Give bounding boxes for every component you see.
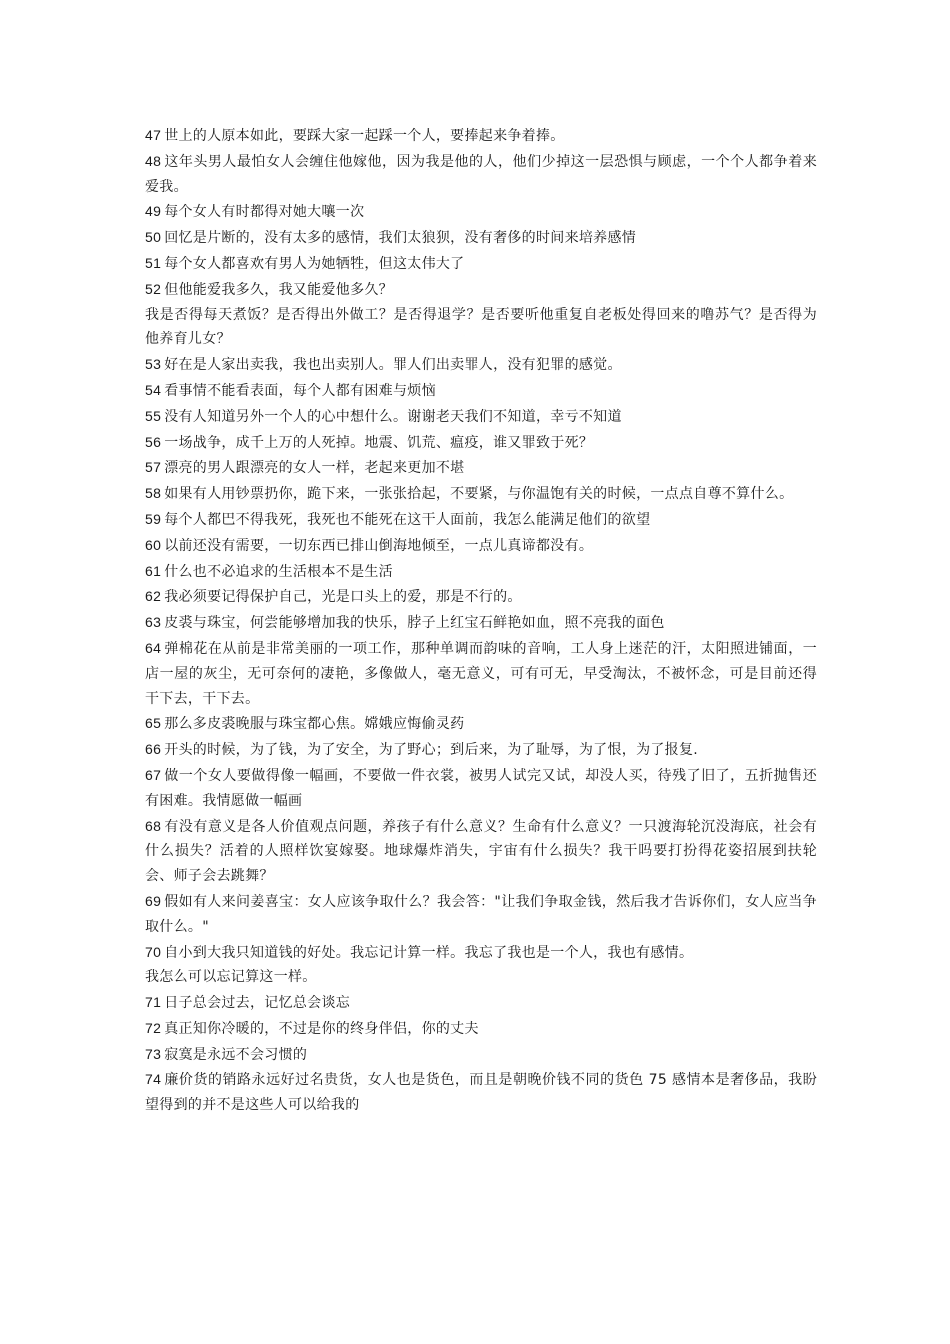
paragraph-67	[145, 763, 817, 814]
paragraph-text: 我必须要记得保护自己，光是口头上的爱，那是不行的。	[164, 589, 522, 606]
paragraph-50	[145, 225, 817, 251]
paragraph-61	[145, 559, 817, 585]
paragraph-text: 回忆是片断的，没有太多的感情，我们太狼狈，没有奢侈的时间来培养感情	[164, 230, 637, 247]
item-number: 56	[145, 433, 162, 450]
paragraph-text: 什么也不必追求的生活根本不是生活	[164, 563, 393, 580]
paragraph-48	[145, 149, 817, 200]
item-number: 49	[145, 203, 162, 220]
item-number: 60	[145, 536, 162, 553]
paragraph-54	[145, 378, 817, 404]
paragraph-56	[145, 430, 817, 456]
item-number: 71	[145, 994, 162, 1011]
item-number: 52	[145, 280, 162, 297]
paragraph-69	[145, 889, 817, 940]
item-number: 74	[145, 1071, 162, 1088]
item-number: 67	[145, 766, 162, 783]
paragraph-text: 漂亮的男人跟漂亮的女人一样，老起来更加不堪	[164, 460, 465, 477]
item-number: 68	[145, 817, 162, 834]
item-number: 59	[145, 510, 162, 527]
paragraph-51	[145, 251, 817, 277]
paragraph-70-continued	[145, 965, 817, 990]
item-number: 50	[145, 229, 162, 246]
paragraph-text: 以前还没有需要，一切东西已排山倒海地倾至，一点儿真谛都没有。	[164, 537, 594, 554]
item-number: 57	[145, 459, 162, 476]
paragraph-47	[145, 123, 817, 149]
item-number: 66	[145, 741, 162, 758]
paragraph-text: 没有人知道另外一个人的心中想什么。谢谢老天我们不知道，幸亏不知道	[164, 408, 622, 425]
paragraph-text: 皮裘与珠宝，何尝能够增加我的快乐，脖子上红宝石鲜艳如血，照不亮我的面色	[164, 615, 665, 632]
paragraph-text: 自小到大我只知道钱的好处。我忘记计算一样。我忘了我也是一个人，我也有感情。	[164, 944, 694, 961]
item-number: 63	[145, 614, 162, 631]
paragraph-text: 这年头男人最怕女人会缠住他嫁他，因为我是他的人，他们少掉这一层恐惧与顾虑，一个个人都争着来爱我。	[145, 153, 817, 195]
item-number: 58	[145, 485, 162, 502]
paragraph-text: 日子总会过去，记忆总会谈忘	[164, 995, 351, 1012]
paragraph-text: 那么多皮裘晚服与珠宝都心焦。嫦娥应悔偷灵药	[164, 716, 465, 733]
paragraph-73	[145, 1042, 817, 1068]
paragraph-68	[145, 814, 817, 889]
paragraph-74	[145, 1067, 817, 1118]
paragraph-text: 寂寞是永远不会习惯的	[164, 1046, 308, 1063]
paragraph-text: 但他能爱我多久，我又能爱他多久？	[164, 281, 393, 298]
item-number: 53	[145, 356, 162, 373]
paragraph-64	[145, 636, 817, 711]
paragraph-71	[145, 990, 817, 1016]
paragraph-text: 假如有人来问姜喜宝：女人应该争取什么？我会答："让我们争取金钱，然后我才告诉你们，女人应当争取什么。"	[145, 893, 817, 935]
paragraph-text: 每个人都巴不得我死，我死也不能死在这干人面前，我怎么能满足他们的欲望	[164, 511, 651, 528]
paragraph-text: 有没有意义是各人价值观点问题，养孩子有什么意义？生命有什么意义？一只渡海轮沉没海底，社会有什么损失？活着的人照样饮宴嫁娶。地球爆炸消失，宇宙有什么损失？我干吗要打扮得花姿招展到扶轮会、师子会去跳舞？	[145, 818, 817, 885]
paragraph-60	[145, 533, 817, 559]
paragraph-text: 世上的人原本如此，要踩大家一起踩一个人，要捧起来争着捧。	[164, 128, 565, 144]
paragraph-55	[145, 404, 817, 430]
paragraph-text: 弹棉花在从前是非常美丽的一项工作，那种单调而韵味的音响，工人身上迷茫的汗，太阳照进铺面，一店一屋的灰尘，无可奈何的凄艳，多像做人，毫无意义，可有可无，早受淘汰，不被怀念，可是目前还得干下去，干下去。	[145, 640, 817, 707]
paragraph-text: 每个女人有时都得对她大嚷一次	[164, 204, 365, 221]
paragraph-59	[145, 507, 817, 533]
paragraph-70	[145, 940, 817, 966]
item-number: 65	[145, 715, 162, 732]
item-number: 51	[145, 254, 162, 271]
paragraph-text: 看事情不能看表面，每个人都有困难与烦恼	[164, 382, 436, 399]
item-number: 69	[145, 892, 162, 909]
paragraph-text: 做一个女人要做得像一幅画，不要做一件衣裳，被男人试完又试，却没人买，待残了旧了，五折抛售还有困难。我情愿做一幅画	[145, 767, 817, 809]
paragraph-text: 开头的时候，为了钱，为了安全，为了野心；到后来，为了耻辱，为了恨，为了报复.	[164, 742, 699, 759]
item-number: 55	[145, 407, 162, 424]
paragraph-62	[145, 584, 817, 610]
paragraph-72	[145, 1016, 817, 1042]
item-number: 48	[145, 152, 162, 169]
paragraph-text: 一场战争，成千上万的人死掉。地震、饥荒、瘟疫，谁又罪致于死？	[164, 434, 594, 451]
paragraph-text: 好在是人家出卖我，我也出卖别人。罪人们出卖罪人，没有犯罪的感觉。	[164, 357, 622, 374]
paragraph-57	[145, 455, 817, 481]
item-number: 61	[145, 562, 162, 579]
paragraph-49	[145, 199, 817, 225]
paragraph-text: 真正知你冷暖的，不过是你的终身伴侣，你的丈夫	[164, 1020, 479, 1037]
paragraph-52-continued	[145, 303, 817, 353]
item-number: 70	[145, 943, 162, 960]
paragraph-53	[145, 352, 817, 378]
paragraph-text: 我怎么可以忘记算这一样。	[145, 969, 317, 986]
item-number: 47	[145, 127, 162, 143]
item-number: 62	[145, 588, 162, 605]
item-number: 72	[145, 1019, 162, 1036]
document-page	[145, 123, 817, 1118]
paragraph-text: 如果有人用钞票扔你，跪下来，一张张拾起，不要紧，与你温饱有关的时候，一点点自尊不算什么。	[164, 486, 794, 503]
paragraph-text: 廉价货的销路永远好过名贵货，女人也是货色，而且是朝晚价钱不同的货色 75 感情本是奢侈品，我盼望得到的并不是这些人可以给我的	[145, 1072, 817, 1114]
item-number: 64	[145, 639, 162, 656]
paragraph-66	[145, 737, 817, 763]
paragraph-text: 每个女人都喜欢有男人为她牺牲，但这太伟大了	[164, 255, 465, 272]
paragraph-65	[145, 711, 817, 737]
paragraph-63	[145, 610, 817, 636]
paragraph-text: 我是否得每天煮饭？是否得出外做工？是否得退学？是否要听他重复自老板处得回来的噜苏气？是否得为他养育儿女？	[145, 306, 817, 348]
item-number: 73	[145, 1045, 162, 1062]
paragraph-52	[145, 277, 817, 303]
paragraph-58	[145, 481, 817, 507]
item-number: 54	[145, 381, 162, 398]
